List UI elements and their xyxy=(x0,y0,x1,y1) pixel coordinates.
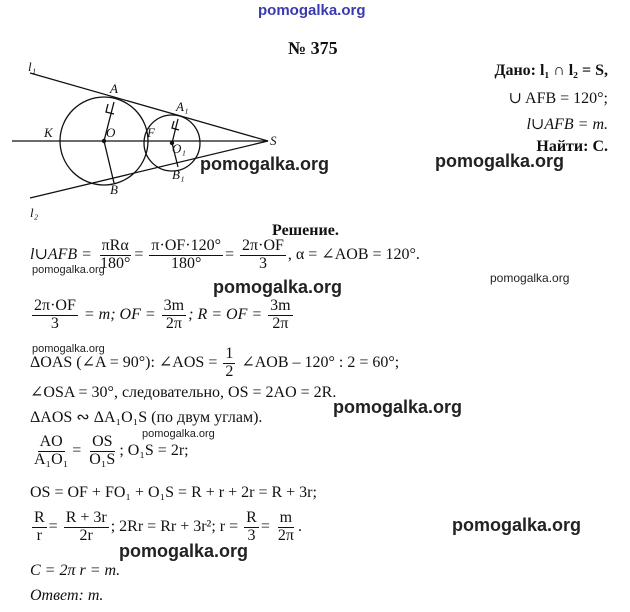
label-k: K xyxy=(44,125,53,140)
problem-number: № 375 xyxy=(288,38,338,58)
solution-line-4: ∠OSA = 30°, следовательно, OS = 2AO = 2R. xyxy=(30,384,337,401)
fraction-numerator: 2π·OF xyxy=(242,237,284,254)
label-b: B xyxy=(110,182,118,197)
solution-line-8: $\frac{R}{r}$ = $\frac{R + 3r}{2r}$ ; 2Rr = Rr + 3r²; r = $\frac{R}{3}$ = $\frac{m}{2\pi}$ . xyxy=(34,509,302,544)
watermark-mid-left: pomogalka.org xyxy=(200,154,330,174)
given-line-2: ∪ AFB = 120°; xyxy=(508,90,608,107)
fraction-4 xyxy=(276,510,296,545)
label-o: O xyxy=(106,125,116,140)
solution-heading: Решение. xyxy=(272,222,339,239)
watermark-center: pomogalka.org xyxy=(213,277,343,297)
fraction-2 xyxy=(87,434,117,469)
line-3-post: ∠AOB – 120° : 2 = 60°; xyxy=(241,353,400,371)
label-s: S xyxy=(270,133,277,148)
fraction-numerator: AO xyxy=(39,433,63,450)
fraction-2 xyxy=(149,238,223,273)
watermark-mid-right: pomogalka.org xyxy=(435,151,565,171)
fraction-denominator: 180° xyxy=(171,254,202,272)
fraction-denominator: 2r xyxy=(79,526,93,544)
fraction-denominator: 180° xyxy=(99,254,131,272)
fraction-denominator: O₁S xyxy=(89,450,116,468)
fraction-numerator: m xyxy=(279,509,293,526)
solution-line-2 xyxy=(30,298,295,333)
fraction-denominator: 2π xyxy=(277,526,294,544)
arc-length-lhs: l∪AFB = xyxy=(30,245,92,263)
given-line-4: Найти: C. xyxy=(536,138,608,155)
fraction-denominator: A₁O₁ xyxy=(34,450,69,468)
fraction-numerator: R xyxy=(246,509,257,526)
line-2-mid-1: = m; OF = xyxy=(83,305,156,323)
watermark-small-center: pomogalka.org xyxy=(142,428,215,440)
fraction-numerator: π·OF·120° xyxy=(151,237,221,254)
fraction-numerator: 3m xyxy=(163,297,185,314)
fraction-numerator: R xyxy=(34,509,45,526)
solution-line-7: OS = OF + FO₁ + O₁S = R + r + 2r = R + 3r; xyxy=(30,484,317,501)
fraction-numerator: R + 3r xyxy=(65,509,107,526)
line-8-mid: ; 2Rr = Rr + 3r²; r = xyxy=(110,517,239,535)
solution-line-6: $\frac{AO}{\text{A₁O₁}}$ = $\frac{OS}{\text{O₁S}}$ ; O₁S = 2r; xyxy=(34,433,189,468)
fraction-denominator: 3 xyxy=(258,254,267,272)
watermark-top: pomogalka.org xyxy=(258,2,366,19)
fraction-1 xyxy=(32,434,70,469)
fraction-2 xyxy=(64,510,109,545)
solution-line-5: ΔAOS ∾ ΔA₁O₁S (по двум углам). xyxy=(30,409,263,426)
label-f: F xyxy=(147,125,155,140)
watermark-lower-small-left: pomogalka.org xyxy=(32,343,105,355)
label-l1: l₁ xyxy=(28,59,37,74)
fraction-numerator: πRα xyxy=(101,237,129,254)
line-3-pre: ΔOAS (∠A = 90°): ∠AOS = xyxy=(30,353,218,371)
radius-ob xyxy=(104,141,114,183)
fraction-half xyxy=(223,346,235,381)
fraction-denominator: 2π xyxy=(165,314,182,332)
label-o1: O₁ xyxy=(172,141,186,156)
fraction-denominator: 3 xyxy=(50,314,59,332)
right-angle-a1 xyxy=(172,121,179,130)
fraction-denominator: 2 xyxy=(225,362,234,380)
watermark-right-small: pomogalka.org xyxy=(490,271,570,285)
watermark-small-left: pomogalka.org xyxy=(32,264,105,276)
fraction-numerator: OS xyxy=(92,433,113,450)
label-a: A xyxy=(110,81,118,96)
solution-line-3 xyxy=(30,346,399,381)
fraction-denominator: r xyxy=(36,526,42,544)
line-6-tail: ; O₁S = 2r; xyxy=(119,441,189,459)
fraction-3 xyxy=(244,510,259,545)
fraction-3 xyxy=(240,238,286,273)
solution-line-9: C = 2π r = m. xyxy=(30,562,121,579)
label-l2: l₂ xyxy=(30,205,39,220)
line-1-tail: , α = ∠AOB = 120°. xyxy=(287,245,420,263)
geometry-figure xyxy=(0,55,310,225)
label-b1: B₁ xyxy=(172,167,185,182)
given-line-1: Дано: l₁ ∩ l₂ = S, xyxy=(494,62,608,79)
fraction-denominator: 2π xyxy=(272,314,289,332)
fraction-denominator: 3 xyxy=(247,526,256,544)
fraction-numerator: 3m xyxy=(270,297,291,314)
label-a1: A₁ xyxy=(176,99,189,114)
fraction-1 xyxy=(32,298,78,333)
given-line-3: l∪AFB = m. xyxy=(526,116,608,133)
fraction-numerator: 1 xyxy=(225,345,234,362)
watermark-bottom-right: pomogalka.org xyxy=(452,515,582,535)
line-2-mid-2: ; R = OF = xyxy=(188,305,263,323)
fraction-2 xyxy=(162,298,186,333)
watermark-lower-center: pomogalka.org xyxy=(333,397,463,417)
fraction-1 xyxy=(32,510,47,545)
solution-line-1: l∪AFB = $\frac{\text{πRα}}{180^\circ}$ = $\frac{\pi\cdot OF\cdot 120^\circ}{180^\circ}$ = $\frac{2\pi\cdot OF}{3}$ , α = ∠AOB = 120°. xyxy=(30,237,420,272)
answer-line: Ответ: m. xyxy=(30,587,104,604)
watermark-bottom-center: pomogalka.org xyxy=(119,541,249,561)
fraction-numerator: 2π·OF xyxy=(34,297,76,314)
fraction-3 xyxy=(268,298,292,333)
